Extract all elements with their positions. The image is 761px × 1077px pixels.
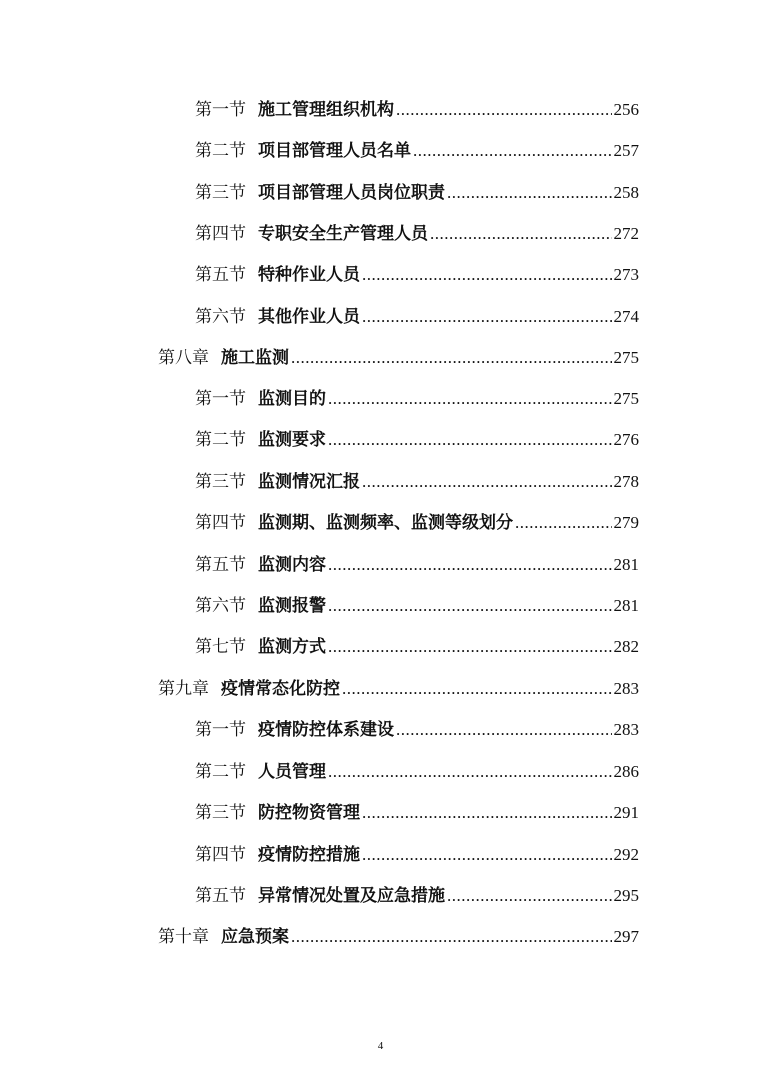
toc-entry-number: 第六节 [195,596,246,616]
toc-entry-number: 第二节 [195,141,246,161]
toc-entry[interactable] [195,138,639,164]
toc-entry-title: 监测期、监测频率、监测等级划分 [258,513,513,533]
toc-dot-leader [362,304,612,330]
toc-entry-page: 272 [613,224,639,243]
toc-dot-leader [396,717,612,743]
toc-dot-leader [413,138,612,164]
toc-entry-number: 第七节 [195,637,246,657]
toc-entry-title: 应急预案 [221,927,289,947]
toc-entry-title: 监测内容 [258,555,326,575]
toc-dot-leader [291,924,612,950]
toc-dot-leader [342,676,612,702]
toc-entry-title: 监测目的 [258,389,326,409]
toc-entry-page: 257 [613,141,639,160]
toc-entry-number: 第四节 [195,845,246,865]
toc-entry-title: 人员管理 [258,762,326,782]
toc-entry[interactable] [195,800,639,826]
toc-dot-leader [328,427,612,453]
toc-dot-leader [291,345,612,371]
toc-entry[interactable] [195,304,639,330]
toc-entry-title: 特种作业人员 [258,265,360,285]
toc-entry-number: 第三节 [195,472,246,492]
toc-entry-title: 专职安全生产管理人员 [258,224,428,244]
toc-entry-number: 第十章 [158,927,209,947]
toc-entry-number: 第五节 [195,265,246,285]
toc-entry-number: 第四节 [195,224,246,244]
toc-entry[interactable] [195,634,639,660]
toc-dot-leader [328,634,612,660]
toc-entry-number: 第六节 [195,307,246,327]
toc-entry-title: 疫情常态化防控 [221,679,340,699]
toc-entry-page: 283 [613,679,639,698]
toc-dot-leader [328,552,612,578]
toc-dot-leader [362,842,612,868]
toc-entry-page: 281 [613,596,639,615]
toc-entry-page: 275 [613,389,639,408]
toc-entry-title: 施工监测 [221,348,289,368]
page-number: 4 [377,1040,384,1052]
toc-entry-page: 282 [613,637,639,656]
toc-entry-number: 第五节 [195,886,246,906]
toc-entry[interactable] [195,386,639,412]
toc-entry-title: 项目部管理人员岗位职责 [258,183,445,203]
toc-dot-leader [362,469,612,495]
toc-entry-page: 291 [613,803,639,822]
toc-entry-title: 防控物资管理 [258,803,360,823]
toc-entry-number: 第二节 [195,430,246,450]
toc-dot-leader [362,800,612,826]
toc-entry-page: 258 [613,183,639,202]
toc-entry[interactable] [195,221,639,247]
toc-dot-leader [328,386,612,412]
toc-entry[interactable] [195,552,639,578]
toc-entry-number: 第三节 [195,803,246,823]
toc-entry-title: 施工管理组织机构 [258,100,394,120]
toc-entry[interactable] [195,842,639,868]
toc-entry-number: 第一节 [195,100,246,120]
toc-entry-number: 第八章 [158,348,209,368]
toc-entry-number: 第九章 [158,679,209,699]
toc-entry-page: 279 [613,513,639,532]
toc-entry-page: 256 [613,100,639,119]
toc-entry-page: 297 [613,927,639,946]
toc-entry-page: 286 [613,762,639,781]
toc-entry-page: 281 [613,555,639,574]
toc-entry-number: 第四节 [195,513,246,533]
toc-dot-leader [447,883,612,909]
toc-entry-page: 283 [613,720,639,739]
toc-entry-title: 异常情况处置及应急措施 [258,886,445,906]
toc-entry[interactable] [195,97,639,123]
toc-entry[interactable] [195,180,639,206]
toc-entry[interactable] [195,759,639,785]
toc-entry-page: 276 [613,430,639,449]
toc-entry-number: 第一节 [195,389,246,409]
toc-chapter-entry[interactable] [158,676,639,702]
toc-dot-leader [430,221,612,247]
toc-entry[interactable] [195,883,639,909]
toc-entry-page: 278 [613,472,639,491]
toc-dot-leader [328,593,612,619]
toc-entry-title: 疫情防控体系建设 [258,720,394,740]
toc-dot-leader [328,759,612,785]
toc-dot-leader [362,262,612,288]
toc-chapter-entry[interactable] [158,924,639,950]
toc-entry-title: 监测报警 [258,596,326,616]
toc-entry-title: 监测情况汇报 [258,472,360,492]
toc-entry-page: 292 [613,845,639,864]
toc-entry-number: 第三节 [195,183,246,203]
toc-entry-page: 274 [613,307,639,326]
toc-entry[interactable] [195,593,639,619]
toc-entry[interactable] [195,717,639,743]
toc-dot-leader [447,180,612,206]
toc-entry[interactable] [195,262,639,288]
toc-entry-title: 监测方式 [258,637,326,657]
toc-entry-title: 监测要求 [258,430,326,450]
toc-entry[interactable] [195,469,639,495]
toc-entry[interactable] [195,427,639,453]
toc-entry-title: 项目部管理人员名单 [258,141,411,161]
toc-dot-leader [396,97,612,123]
toc-entry-page: 273 [613,265,639,284]
toc-entry-page: 275 [613,348,639,367]
toc-dot-leader [515,510,612,536]
toc-chapter-entry[interactable] [158,345,639,371]
toc-entry[interactable] [195,510,639,536]
toc-entry-page: 295 [613,886,639,905]
toc-entry-number: 第五节 [195,555,246,575]
toc-entry-title: 其他作业人员 [258,307,360,327]
toc-entry-number: 第二节 [195,762,246,782]
toc-entry-number: 第一节 [195,720,246,740]
toc-entry-title: 疫情防控措施 [258,845,360,865]
